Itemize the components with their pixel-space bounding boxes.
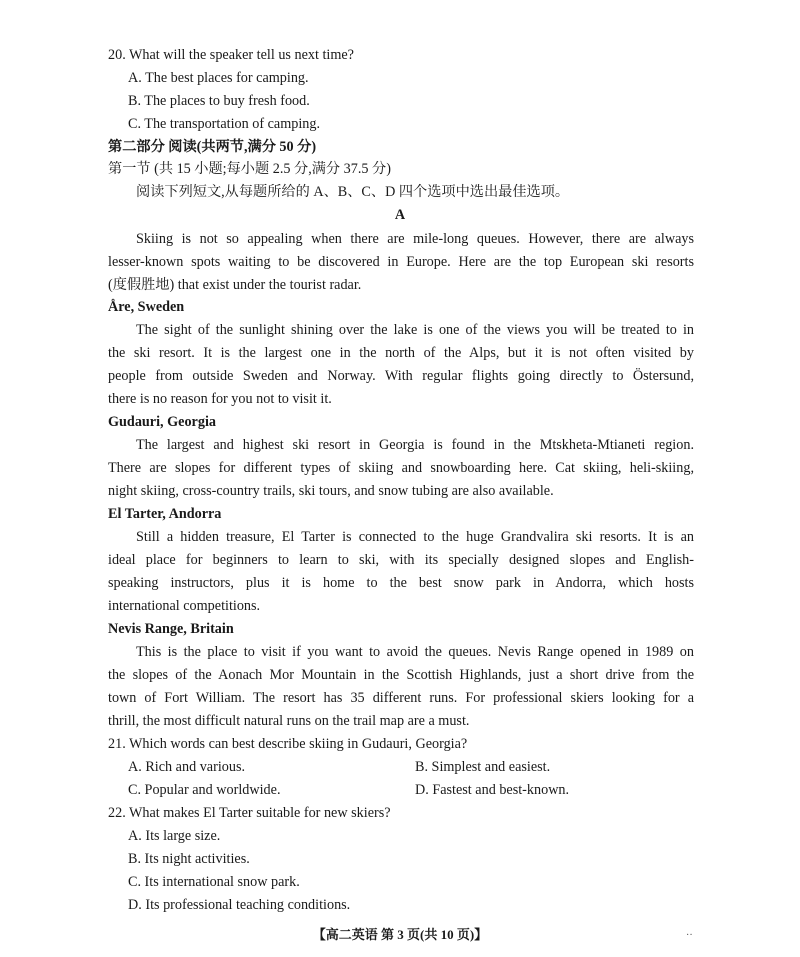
question-20-stem: 20. What will the speaker tell us next time?: [108, 47, 354, 63]
resort-heading-gudauri: Gudauri, Georgia: [108, 414, 216, 430]
el-tarter-line-3: speaking instructors, plus it is home to the best snow park in Andorra, which hosts: [108, 575, 694, 591]
question-22-option-c: C. Its international snow park.: [128, 874, 300, 890]
question-22-option-b: B. Its night activities.: [128, 851, 250, 867]
part-2-title: 第二部分 阅读(共两节,满分 50 分): [108, 139, 317, 155]
corner-mark: ··: [686, 930, 693, 941]
resort-heading-el-tarter: El Tarter, Andorra: [108, 506, 222, 522]
gudauri-line-2: There are slopes for different types of skiing and snowboarding here. Cat skiing, heli-skiing,: [108, 460, 694, 476]
nevis-line-2: the slopes of the Aonach Mor Mountain in the Scottish Highlands, just a short drive from the: [108, 667, 694, 683]
question-21-stem: 21. Which words can best describe skiing in Gudauri, Georgia?: [108, 736, 468, 752]
are-line-4: there is no reason for you not to visit it.: [108, 391, 332, 407]
nevis-line-4: thrill, the most difficult natural runs on the trail map are a must.: [108, 713, 470, 729]
question-20-option-b: B. The places to buy fresh food.: [128, 93, 310, 109]
question-21-option-b: B. Simplest and easiest.: [415, 759, 551, 775]
question-22-stem: 22. What makes El Tarter suitable for new skiers?: [108, 805, 391, 821]
nevis-line-1: This is the place to visit if you want to avoid the queues. Nevis Range opened in 1989 on: [136, 644, 694, 660]
reading-instruction: 阅读下列短文,从每题所给的 A、B、C、D 四个选项中选出最佳选项。: [136, 184, 570, 200]
resort-heading-nevis-range: Nevis Range, Britain: [108, 621, 234, 637]
el-tarter-line-1: Still a hidden treasure, El Tarter is connected to the huge Grandvalira ski resorts. It is an: [136, 529, 694, 545]
question-21-option-d: D. Fastest and best-known.: [415, 782, 570, 798]
section-1-title: 第一节 (共 15 小题;每小题 2.5 分,满分 37.5 分): [108, 161, 391, 177]
question-20-option-c: C. The transportation of camping.: [128, 116, 321, 132]
gudauri-line-1: The largest and highest ski resort in Georgia is found in the Mtskheta-Mtianeti region.: [136, 437, 694, 453]
question-21-option-a: A. Rich and various.: [128, 759, 246, 775]
question-22-option-d: D. Its professional teaching conditions.: [128, 897, 351, 913]
question-20-option-a: A. The best places for camping.: [128, 70, 309, 86]
intro-line-2: lesser-known spots waiting to be discovered in Europe. Here are the top European ski resorts: [108, 254, 694, 270]
are-line-1: The sight of the sunlight shining over the lake is one of the views you will be treated to in: [136, 322, 694, 338]
intro-line-3: (度假胜地) that exist under the tourist radar.: [108, 277, 362, 293]
el-tarter-line-2: ideal place for beginners to learn to ski, with its specially designed slopes and English-: [108, 552, 694, 568]
el-tarter-line-4: international competitions.: [108, 598, 261, 614]
are-line-2: the ski resort. It is the largest one in the north of the Alps, but it is not often visited by: [108, 345, 694, 361]
page-footer: 【高二英语 第 3 页(共 10 页)】: [312, 927, 488, 942]
nevis-line-3: town of Fort William. The resort has 35 different runs. For professional skiers looking for a: [108, 690, 694, 706]
passage-label: A: [394, 207, 406, 223]
gudauri-line-3: night skiing, cross-country trails, ski tours, and snow tubing are also available.: [108, 483, 554, 499]
question-22-option-a: A. Its large size.: [128, 828, 221, 844]
question-21-option-c: C. Popular and worldwide.: [128, 782, 281, 798]
resort-heading-are: Åre, Sweden: [108, 299, 185, 315]
are-line-3: people from outside Sweden and Norway. With regular flights going directly to Östersund,: [108, 368, 694, 384]
intro-line-1: Skiing is not so appealing when there are mile-long queues. However, there are always: [136, 231, 694, 247]
